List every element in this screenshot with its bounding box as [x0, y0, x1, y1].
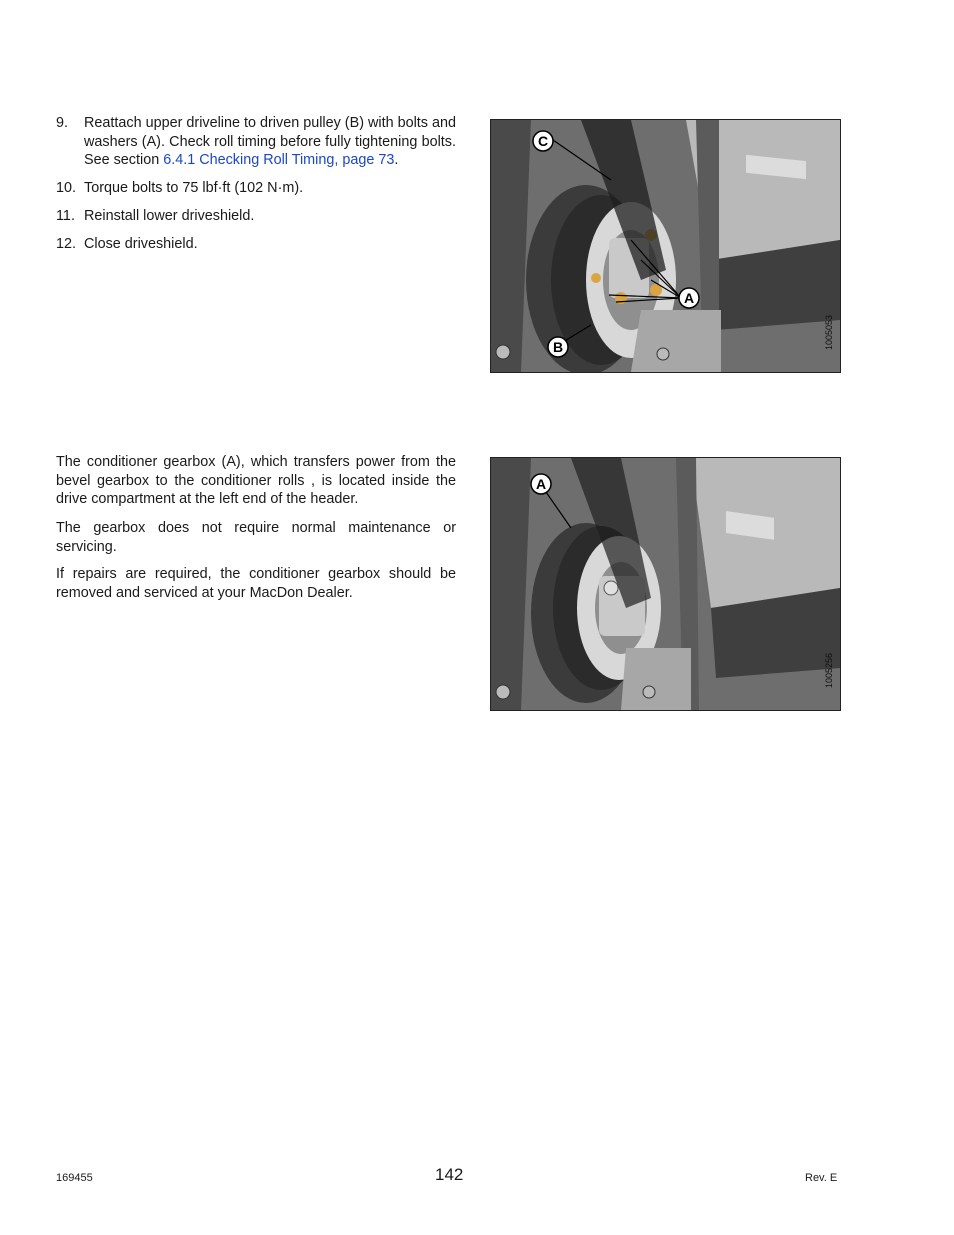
- step-9: [56, 114, 456, 170]
- svg-text:C: C: [537, 133, 549, 149]
- step-number: 12.: [56, 236, 77, 252]
- step-number: 9.: [56, 115, 69, 131]
- step-text: Torque bolts to 75 lbf·ft (102 N·m).: [84, 180, 304, 196]
- roll-timing-link[interactable]: 6.4.1 Checking Roll Timing, page 73: [163, 152, 395, 168]
- conditioner-gearbox-illustration: [491, 458, 840, 710]
- page-number: 142: [435, 1165, 464, 1184]
- procedure-steps: [56, 114, 456, 263]
- step-number: 11.: [56, 208, 75, 224]
- conditioner-gearbox-figure: [490, 457, 841, 711]
- figure-id: 1005053: [824, 314, 834, 350]
- gearbox-description: The conditioner gearbox (A), which transfers power from the bevel gearbox to the conditioner rolls , is located inside the drive compartment at the left end of the header.: [56, 454, 456, 507]
- document-number: 169455: [56, 1172, 93, 1184]
- svg-text:A: A: [535, 476, 547, 492]
- maintenance-note: The gearbox does not require normal maintenance or servicing.: [56, 520, 456, 555]
- repair-note: If repairs are required, the conditioner gearbox should be removed and serviced at your MacDon Dealer.: [56, 566, 456, 601]
- svg-text:B: B: [552, 339, 564, 355]
- step-text-after: .: [394, 152, 399, 168]
- step-text-before: Reattach upper driveline to driven pulley (B) with bolts and washers (A). Check roll timing before fully tightening bolts. See section: [84, 115, 456, 168]
- figure-id: 1005256: [824, 652, 834, 688]
- step-text: Reinstall lower driveshield.: [84, 208, 255, 224]
- step-text: Close driveshield.: [84, 236, 198, 252]
- callout-b: [548, 337, 568, 357]
- revision-label: Rev. E: [805, 1172, 838, 1184]
- driveline-pulley-illustration: [491, 120, 840, 372]
- step-11: [56, 207, 456, 226]
- step-10: [56, 179, 456, 198]
- step-12: [56, 235, 456, 254]
- callout-a: [679, 288, 699, 308]
- step-text: [84, 114, 456, 170]
- step-number: 10.: [56, 180, 77, 196]
- callout-c: [533, 131, 553, 151]
- svg-text:A: A: [683, 290, 695, 306]
- callout-a: [531, 474, 551, 494]
- driveline-pulley-figure: [490, 119, 841, 373]
